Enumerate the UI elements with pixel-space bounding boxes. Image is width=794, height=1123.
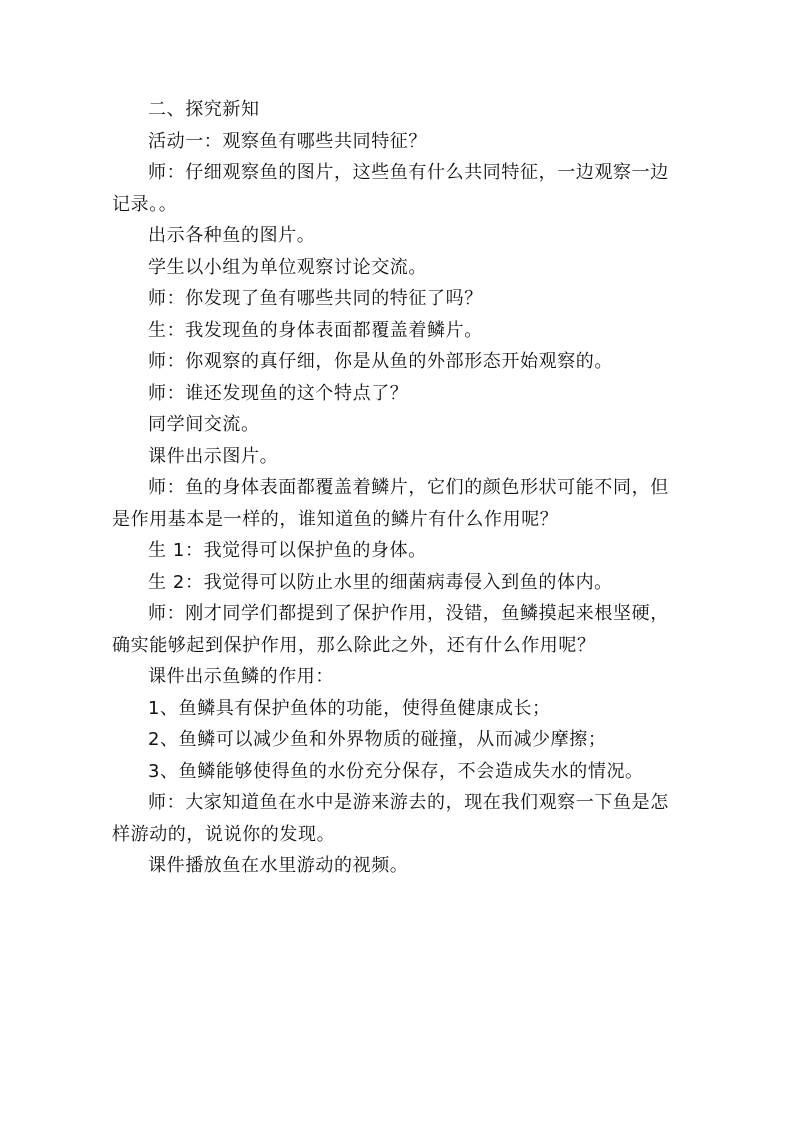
- list-item: 1、鱼鳞具有保护鱼体的功能，使得鱼健康成长；: [148, 697, 551, 719]
- paragraph: 出示各种鱼的图片。: [148, 225, 316, 246]
- paragraph: 生 2：我觉得可以防止水里的细菌病毒侵入到鱼的体内。: [148, 571, 613, 593]
- paragraph: 同学间交流。: [148, 414, 260, 435]
- list-item: 3、鱼鳞能够使得鱼的水份充分保存，不会造成失水的情况。: [148, 760, 644, 782]
- paragraph: 课件出示图片。: [148, 445, 279, 467]
- paragraph: 课件播放鱼在水里游动的视频。: [148, 855, 409, 876]
- paragraph: 师：仔细观察鱼的图片，这些鱼有什么共同特征，一边观察一边记录。。: [112, 162, 669, 215]
- section-heading: 二、探究新知: [148, 99, 260, 120]
- paragraph: 师：谁还发现鱼的这个特点了？: [148, 382, 409, 404]
- paragraph: 生 1：我觉得可以保护鱼的身体。: [148, 540, 427, 561]
- paragraph: 师：鱼的身体表面都覆盖着鳞片，它们的颜色形状可能不同，但是作用基本是一样的，谁知道鱼的鳞片有什么作用呢？: [112, 477, 669, 530]
- paragraph: 师：大家知道鱼在水中是游来游去的，现在我们观察一下鱼是怎样游动的，说说你的发现。: [112, 792, 669, 845]
- paragraph: 学生以小组为单位观察讨论交流。: [148, 256, 427, 278]
- paragraph: 课件出示鱼鳞的作用：: [148, 666, 334, 687]
- activity-title: 活动一：观察鱼有哪些共同特征？: [148, 130, 427, 152]
- list-item: 2、鱼鳞可以减少鱼和外界物质的碰撞，从而减少摩擦；: [148, 729, 607, 750]
- document-body: [112, 94, 686, 882]
- paragraph: 师：你发现了鱼有哪些共同的特征了吗？: [148, 288, 483, 309]
- paragraph: 师：你观察的真仔细，你是从鱼的外部形态开始观察的。: [148, 351, 613, 372]
- paragraph: 生：我发现鱼的身体表面都覆盖着鳞片。: [148, 319, 483, 341]
- paragraph: 师：刚才同学们都提到了保护作用，没错，鱼鳞摸起来根坚硬，确实能够起到保护作用，那么除此之外，还有什么作用呢？: [112, 603, 669, 656]
